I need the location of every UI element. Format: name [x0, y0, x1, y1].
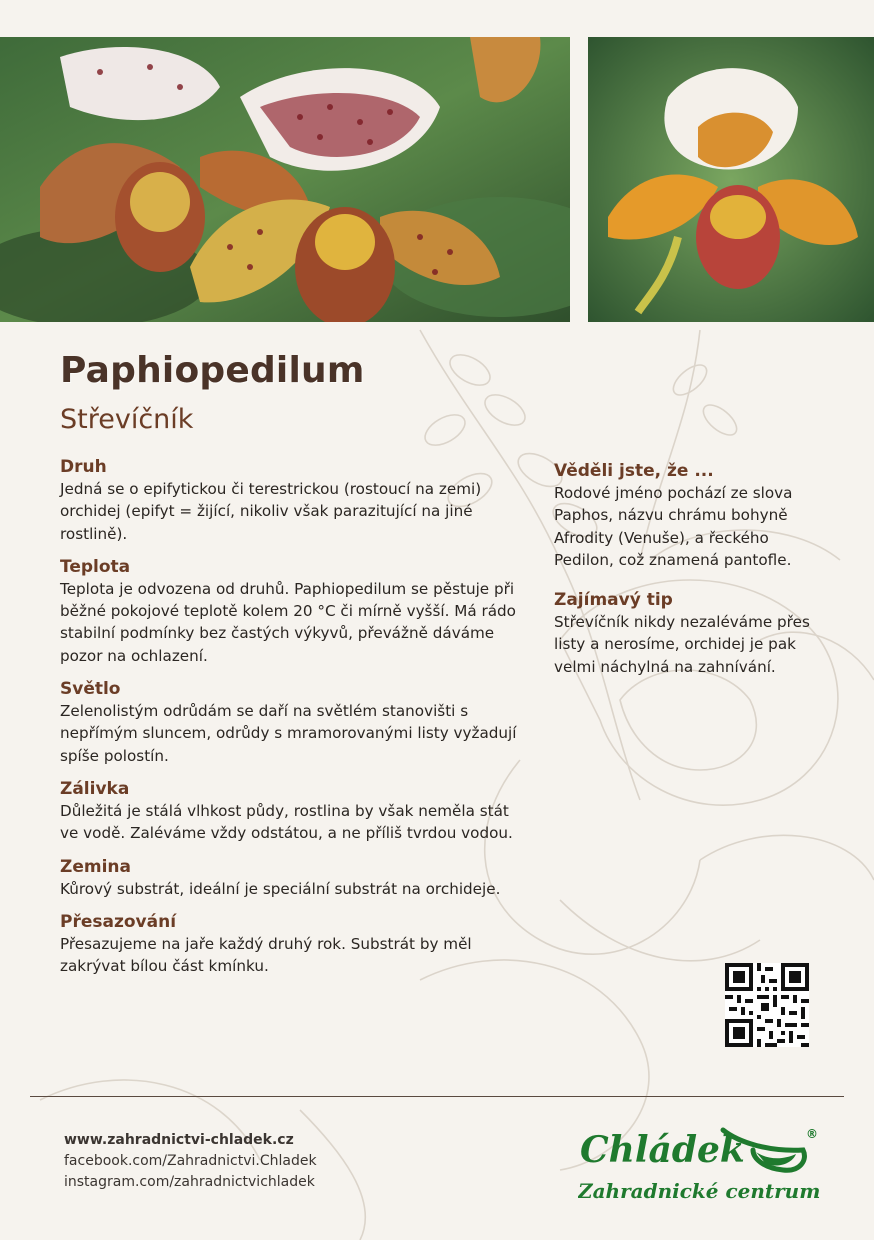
section-heading: Druh [60, 457, 107, 477]
section-text: Kůrový substrát, ideální je speciální substrát na orchideje. [60, 879, 501, 898]
section-zemina [60, 856, 530, 900]
registered-mark: ® [806, 1127, 818, 1141]
section-druh [60, 456, 530, 545]
footer-links [64, 1130, 317, 1193]
section-text: Přesazujeme na jaře každý druhý rok. Substrát by měl zakrývat bílou část kmínku. [60, 934, 472, 976]
section-heading: Zemina [60, 856, 131, 877]
footer-divider [30, 1096, 844, 1097]
section-heading: Zajímavý tip [554, 590, 673, 611]
page-subtitle: Střevíčník [60, 404, 194, 435]
orchid-photo-right [588, 37, 874, 322]
section-heading: Věděli jste, že ... [554, 461, 714, 481]
section-heading: Teplota [60, 556, 131, 577]
section-heading: Zálivka [60, 778, 130, 799]
section-text: Střevíčník nikdy nezaléváme přes listy a nerosíme, orchidej je pak velmi náchylná na zahnívání. [554, 613, 810, 676]
section-text: Teplota je odvozena od druhů. Paphiopedilum se pěstuje při běžné pokojové teplotě kolem 20 °C či mírně vyšší. Má rádo stabilní podmínky bez častých výkyvů, převážně dáváme pozor na ochlazení. [60, 579, 516, 665]
instagram-link[interactable]: instagram.com/zahradnictvichladek [64, 1174, 315, 1190]
orchid-photo-left [0, 37, 570, 322]
section-svetlo [60, 678, 530, 767]
chladek-logo [578, 1120, 823, 1210]
section-did-you-know [554, 460, 824, 571]
logo-name: Chládek [580, 1129, 745, 1171]
logo-tagline: Zahradnické centrum [578, 1179, 821, 1203]
section-presazovani [60, 911, 530, 978]
section-teplota [60, 556, 530, 667]
facebook-link[interactable]: facebook.com/Zahradnictvi.Chladek [64, 1153, 317, 1169]
qr-code[interactable] [725, 963, 809, 1047]
section-zalivka [60, 778, 530, 845]
section-heading: Světlo [60, 679, 121, 700]
section-text: Rodové jméno pochází ze slova Paphos, názvu chrámu bohyně Afrodity (Venuše), a řeckého Pedilon, což znamená pantofle. [554, 484, 793, 569]
care-info-column [60, 456, 530, 988]
website-link[interactable]: www.zahradnictvi-chladek.cz [64, 1132, 294, 1148]
section-text: Zelenolistým odrůdám se daří na světlém stanovišti s nepřímým sluncem, odrůdy s mramorovanými listy vyžadují spíše polostín. [60, 702, 517, 765]
facts-column [554, 460, 824, 696]
section-heading: Přesazování [60, 911, 177, 932]
section-tip [554, 589, 824, 678]
section-text: Jedná se o epifytickou či terestrickou (rostoucí na zemi) orchidej (epifyt = žijící, nikoliv však parazitující na jiné rostlině). [60, 480, 482, 543]
page-title: Paphiopedilum [60, 350, 365, 391]
section-text: Důležitá je stálá vlhkost půdy, rostlina by však neměla stát ve vodě. Zaléváme vždy odstátou, a ne příliš tvrdou vodou. [60, 801, 513, 843]
